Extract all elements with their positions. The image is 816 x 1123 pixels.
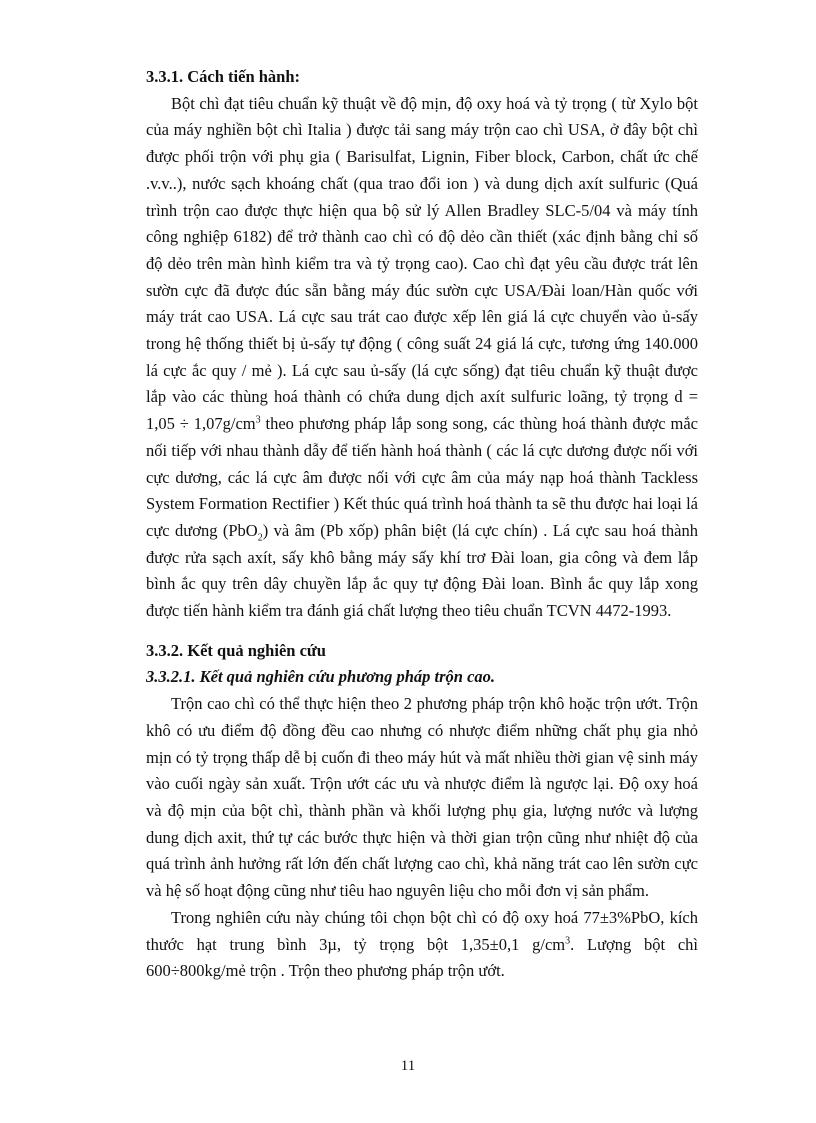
- paragraph-text: theo phương pháp lắp song song, các thùng hoá thành được mắc nối tiếp với nhau thành dẫy để tiến hành hoá thành ( các lá cực dương được nối với cực dương, các lá cực âm được nối với cực âm của máy nạp hoá thành Tackless System Formation Rectifier ) Kết thúc quá trình hoá thành ta sẽ thu được hai loại lá cực dương (PbO: [146, 414, 698, 540]
- page-number: 11: [400, 1058, 416, 1074]
- superscript: 3: [565, 935, 571, 946]
- paragraph-text: Bột chì đạt tiêu chuẩn kỹ thuật về độ mịn, độ oxy hoá và tỷ trọng ( từ Xylo bột của máy nghiền bột chì Italia ) được tải sang máy trộn cao chì USA, ở đây bột chì được phối trộn với phụ gia ( Barisulfat, Lignin, Fiber block, Carbon, chất ức chế .v.v..), nước sạch khoáng chất (qua trao đổi ion ) và dung dịch axít sulfuric (Quá trình trộn cao được thực hiện qua bộ sử lý Allen Bradley SLC-5/04 và máy tính công nghiệp 6182) để trở thành cao chì có độ dẻo cần thiết (xác định bằng chỉ số độ dẻo trên màn hình kiểm tra và tỷ trọng cao). Cao chì đạt yêu cầu được trát lên sườn cực đã được đúc sẵn bằng máy đúc sườn cực USA/Đài loan/Hàn quốc với máy trát cao USA. Lá cực sau trát cao được xếp lên giá lá cực chuyển vào ủ-sấy trong hệ thống thiết bị ủ-sấy tự động ( công suất 24 giá lá cực, tương ứng 140.000 lá cực ắc quy / mẻ ). Lá cực sau ủ-sấy (lá cực sống) đạt tiêu chuẩn kỹ thuật được lắp vào các thùng hoá thành có chứa dung dịch axít sulfuric loãng, tỷ trọng d = 1,05 ÷ 1,07g/cm: [146, 93, 698, 434]
- paragraph-text: ) và âm (Pb xốp) phân biệt (lá cực chín) . Lá cực sau hoá thành được rửa sạch axít, sấy khô bằng máy sấy khí trơ Đài loan, gia công và đem lắp bình ắc quy trên dây chuyền lắp ắc quy tự động Đài loan. Bình ắc quy lắp xong được tiến hành kiểm tra đánh giá chất lượng theo tiêu chuẩn TCVN 4472-1993.: [146, 520, 698, 621]
- paragraph-procedure: [146, 91, 698, 625]
- paragraph-text: Trong nghiên cứu này chúng tôi chọn bột chì có độ oxy hoá 77±3%PbO, kích thước hạt trung bình 3µ, tỷ trọng bột 1,35±0,1 g/cm: [146, 907, 698, 954]
- superscript: 3: [255, 414, 261, 426]
- paragraph-mixing-methods: Trộn cao chì có thể thực hiện theo 2 phương pháp trộn khô hoặc trộn ướt. Trộn khô có ưu điểm độ đồng đều cao nhưng có nhược điểm những chất phụ gia nhỏ mịn có tỷ trọng thấp dễ bị cuốn đi theo máy hút và mất nhiều thời gian vệ sinh máy vào cuối ngày sản xuất. Trộn ướt các ưu và nhược điểm là ngược lại. Độ oxy hoá và độ mịn của bột chì, thành phần và khối lượng phụ gia, lượng nước và lượng dung dịch axit, thứ tự các bước thực hiện và thời gian trộn cũng như nhiệt độ của quá trình ảnh hưởng rất lớn đến chất lượng cao chì, khả năng trát cao lên sườn cực và hệ số hoạt động cũng như tiêu hao nguyên liệu cho mỗi đơn vị sản phẩm.: [146, 694, 698, 901]
- section-heading-332: 3.3.2. Kết quả nghiên cứu: [146, 640, 326, 660]
- subsection-heading-3321: 3.3.2.1. Kết quả nghiên cứu phương pháp trộn cao.: [146, 667, 496, 687]
- paragraph-study-parameters: [146, 905, 698, 985]
- page-content: [146, 64, 698, 985]
- section-heading-331: 3.3.1. Cách tiến hành:: [146, 67, 301, 86]
- paragraph-text: . Lượng bột chì 600÷800kg/mẻ trộn . Trộn theo phương pháp trộn ướt.: [146, 934, 698, 981]
- subscript: 2: [257, 532, 263, 544]
